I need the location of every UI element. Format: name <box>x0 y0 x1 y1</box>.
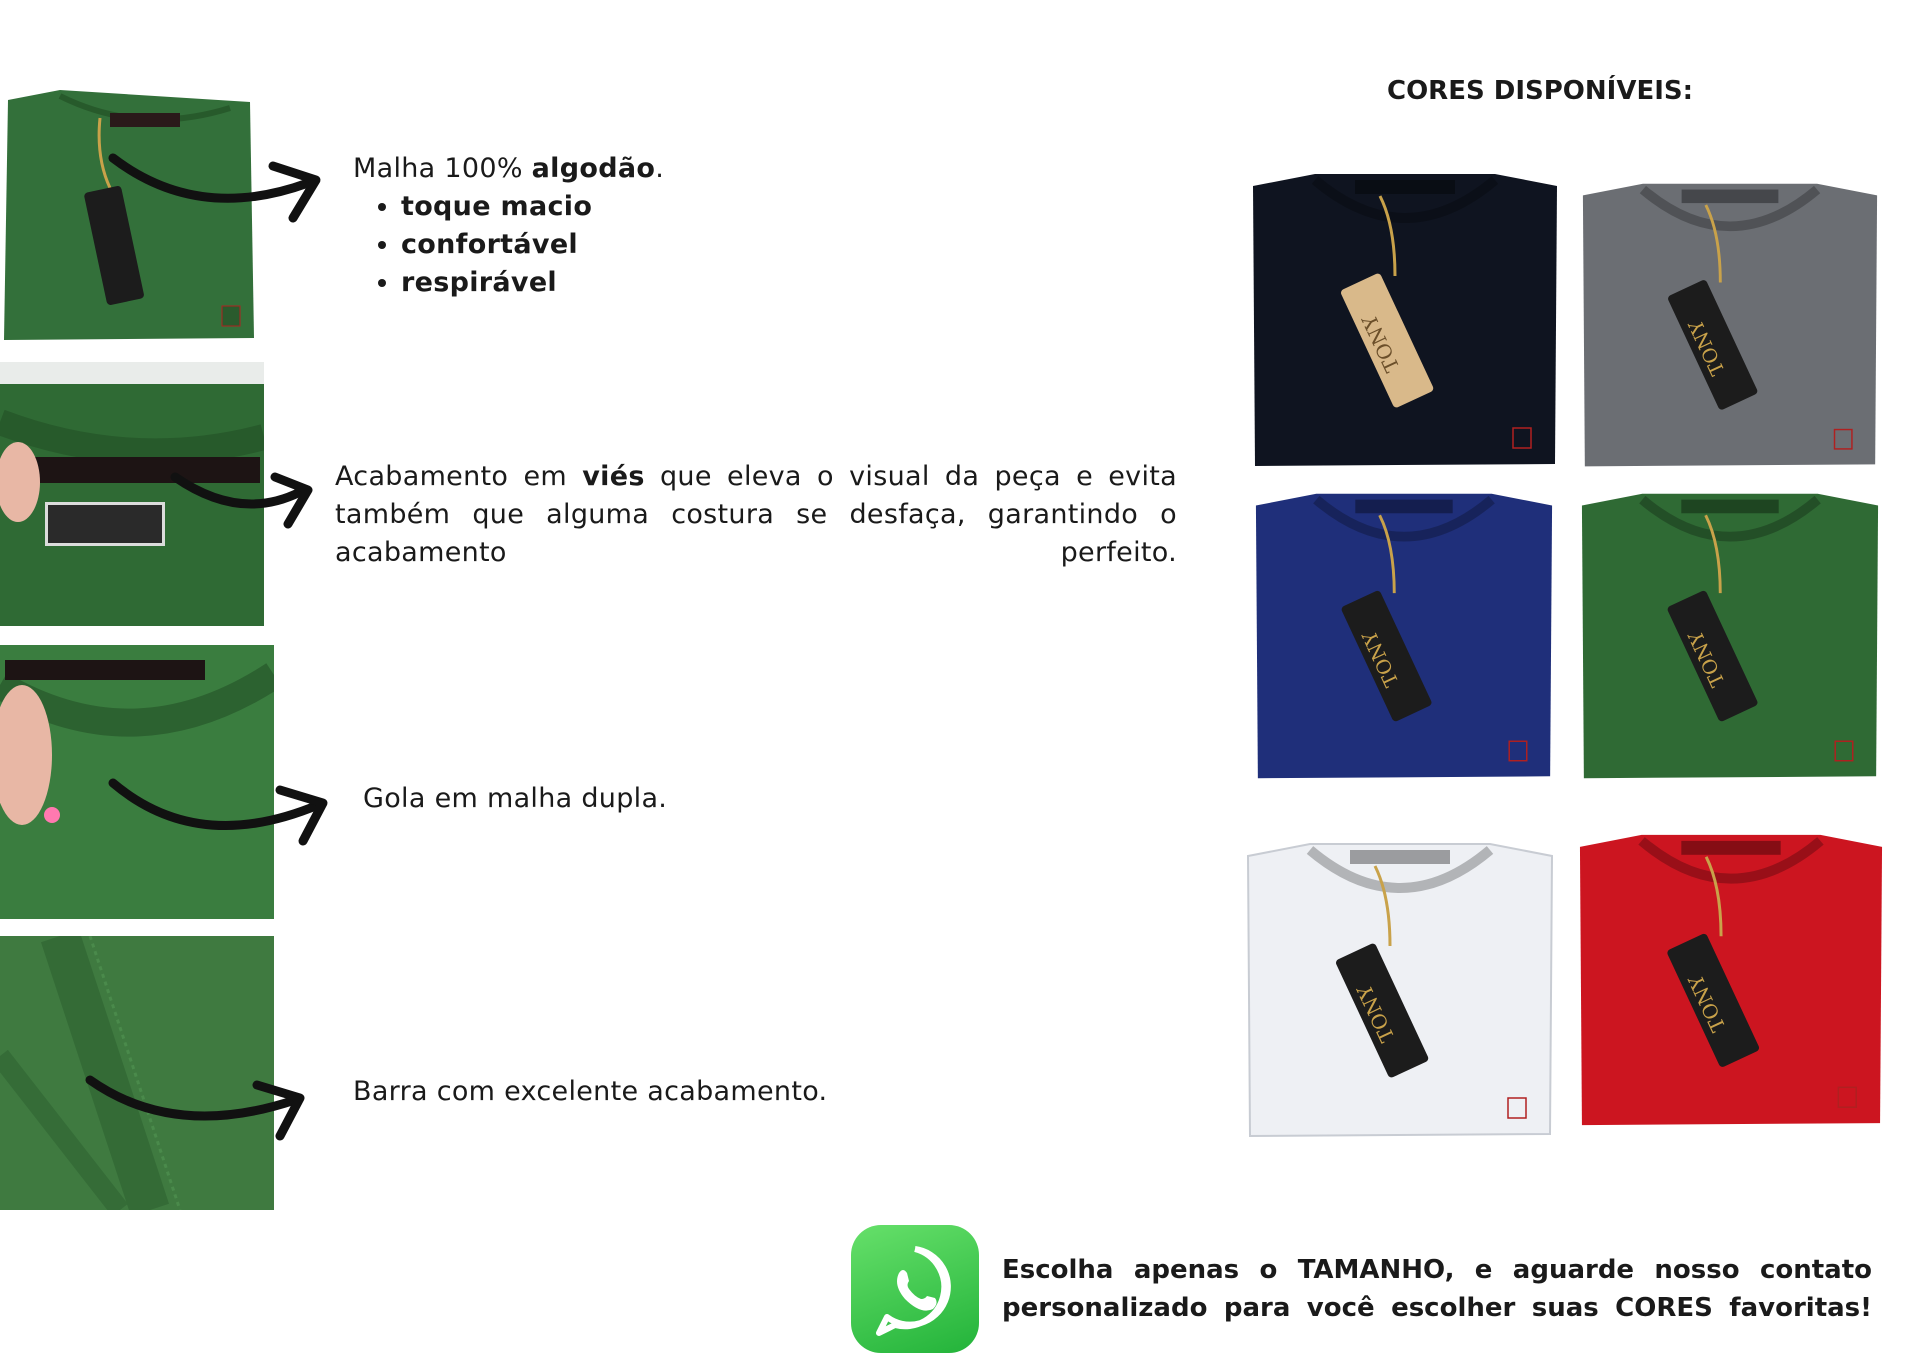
arrow-icon <box>108 148 338 228</box>
arrow-icon <box>170 462 320 542</box>
svg-text:TONY: TONY <box>1684 316 1730 380</box>
feature-collar-text: Gola em malha dupla. <box>363 783 668 814</box>
feature-fabric-bold: algodão <box>531 153 656 184</box>
feature-fabric-end: . <box>655 153 665 184</box>
shirt-azul-marinho <box>1243 486 1565 788</box>
shirt-cinza <box>1575 176 1885 476</box>
bullet-item: • toque macio <box>401 188 873 226</box>
feature-bias-text: Acabamento em <box>335 461 583 492</box>
bullet-item: • respirável <box>401 264 873 302</box>
feature-bias-bold: viés <box>582 461 645 492</box>
feature-fabric <box>353 150 873 302</box>
colors-title: CORES DISPONÍVEIS: <box>1387 76 1693 106</box>
svg-text:TONY: TONY <box>1357 311 1405 376</box>
svg-text:TONY: TONY <box>1684 971 1731 1036</box>
bullet-item: • confortável <box>401 226 873 264</box>
shirt-verde <box>1570 486 1890 788</box>
arrow-icon <box>108 775 338 855</box>
svg-text:TONY: TONY <box>1357 627 1404 691</box>
svg-text:TONY: TONY <box>1352 981 1400 1046</box>
feature-collar <box>363 780 883 818</box>
svg-text:TONY: TONY <box>1683 627 1730 691</box>
feature-hem-text: Barra com excelente acabamento. <box>353 1076 828 1107</box>
cta-text: Escolha apenas o TAMANHO, e aguarde nosso contato personalizado para você escolher suas CORES favoritas! <box>1002 1255 1872 1323</box>
arrow-icon <box>85 1070 315 1150</box>
feature-fabric-text: Malha 100% <box>353 153 532 184</box>
feature-bias <box>335 458 1177 610</box>
feature-bias-rest: que eleva o visual da peça e evita também que alguma costura se desfaça, garantindo o acabamento perfeito. <box>335 461 1177 568</box>
feature-hem <box>353 1073 973 1111</box>
shirt-vermelho <box>1572 816 1890 1146</box>
feature-bullets <box>353 188 873 302</box>
shirt-branco <box>1240 826 1560 1156</box>
shirt-preto <box>1245 166 1565 476</box>
whatsapp-icon[interactable] <box>851 1225 979 1353</box>
